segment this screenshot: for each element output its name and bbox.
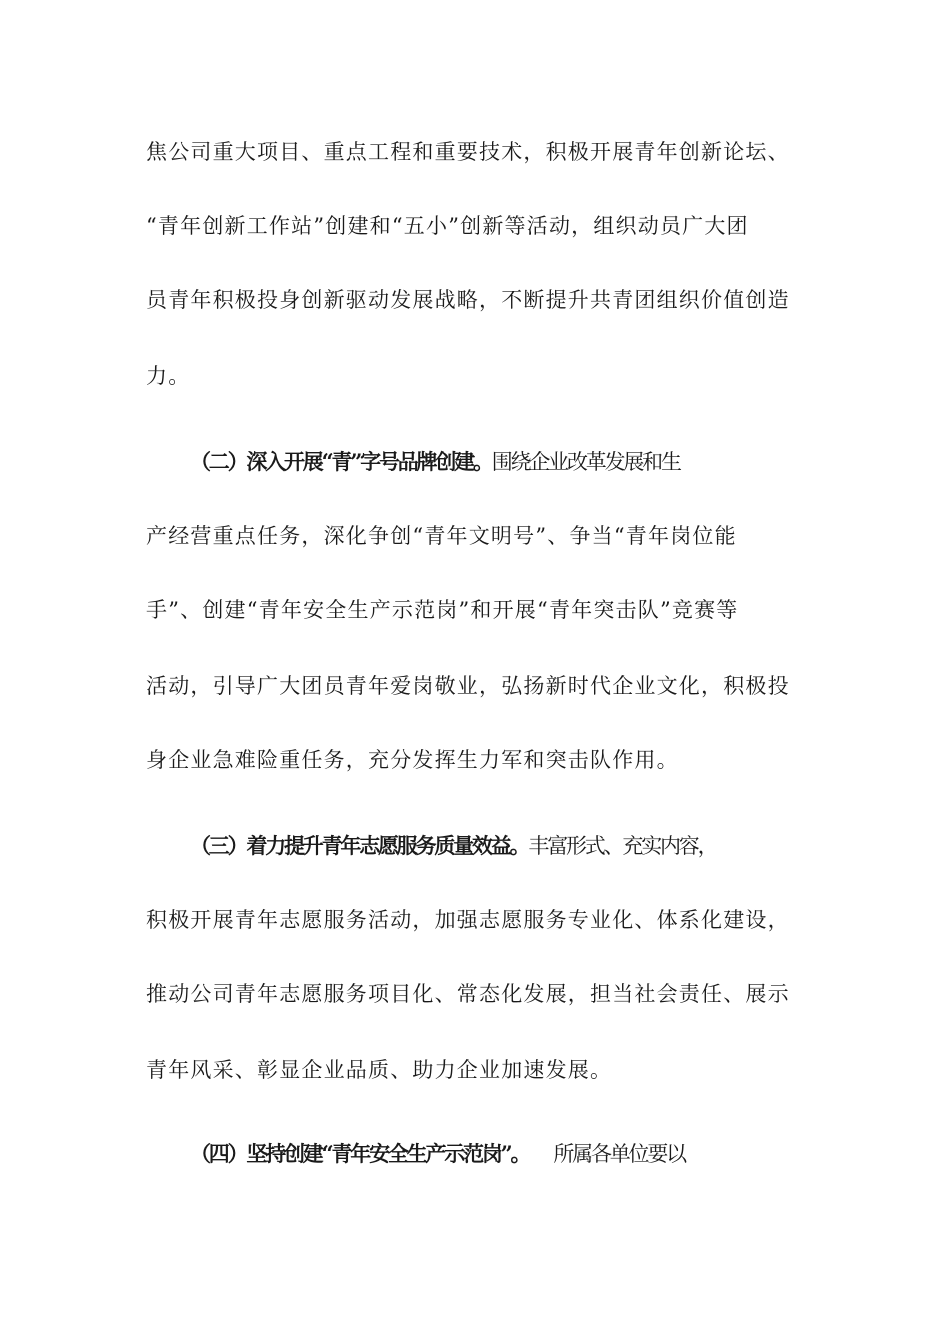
section-heading: （二）深入开展“青”字号品牌创建。 — [190, 449, 492, 474]
section-heading-line — [190, 448, 850, 476]
paragraph-line: 活动，引导广大团员青年爱岗敬业，弘扬新时代企业文化，积极投 — [146, 674, 790, 698]
paragraph-line: 青年风采、彰显企业品质、助力企业加速发展。 — [146, 1058, 613, 1082]
section-heading-line — [190, 832, 850, 860]
paragraph-line: 员青年积极投身创新驱动发展战略，不断提升共青团组织价值创造 — [146, 288, 790, 312]
paragraph-line: 产经营重点任务，深化争创“青年文明号”、争当“青年岗位能 — [146, 524, 737, 548]
paragraph-line: 焦公司重大项目、重点工程和重要技术，积极开展青年创新论坛、 — [146, 140, 790, 164]
paragraph-line: 身企业急难险重任务，充分发挥生力军和突击队作用。 — [146, 748, 679, 772]
section-text: 所属各单位要以 — [553, 1142, 685, 1166]
section-text: 丰富形式、充实内容， — [528, 834, 717, 858]
paragraph-line: 推动公司青年志愿服务项目化、常态化发展，担当社会责任、展示 — [146, 982, 790, 1006]
section-heading: （三）着力提升青年志愿服务质量效益。 — [190, 833, 529, 858]
paragraph-line: “青年创新工作站”创建和“五小”创新等活动，组织动员广大团 — [146, 214, 749, 238]
section-heading-line — [190, 1140, 850, 1168]
paragraph-line: 力。 — [146, 364, 191, 388]
section-text: 围绕企业改革发展和生 — [491, 450, 680, 474]
paragraph-line: 手”、创建“青年安全生产示范岗”和开展“青年突击队”竞赛等 — [146, 598, 739, 622]
section-heading: （四）坚持创建“青年安全生产示范岗”。 — [190, 1141, 530, 1166]
paragraph-line: 积极开展青年志愿服务活动，加强志愿服务专业化、体系化建设， — [146, 908, 790, 932]
